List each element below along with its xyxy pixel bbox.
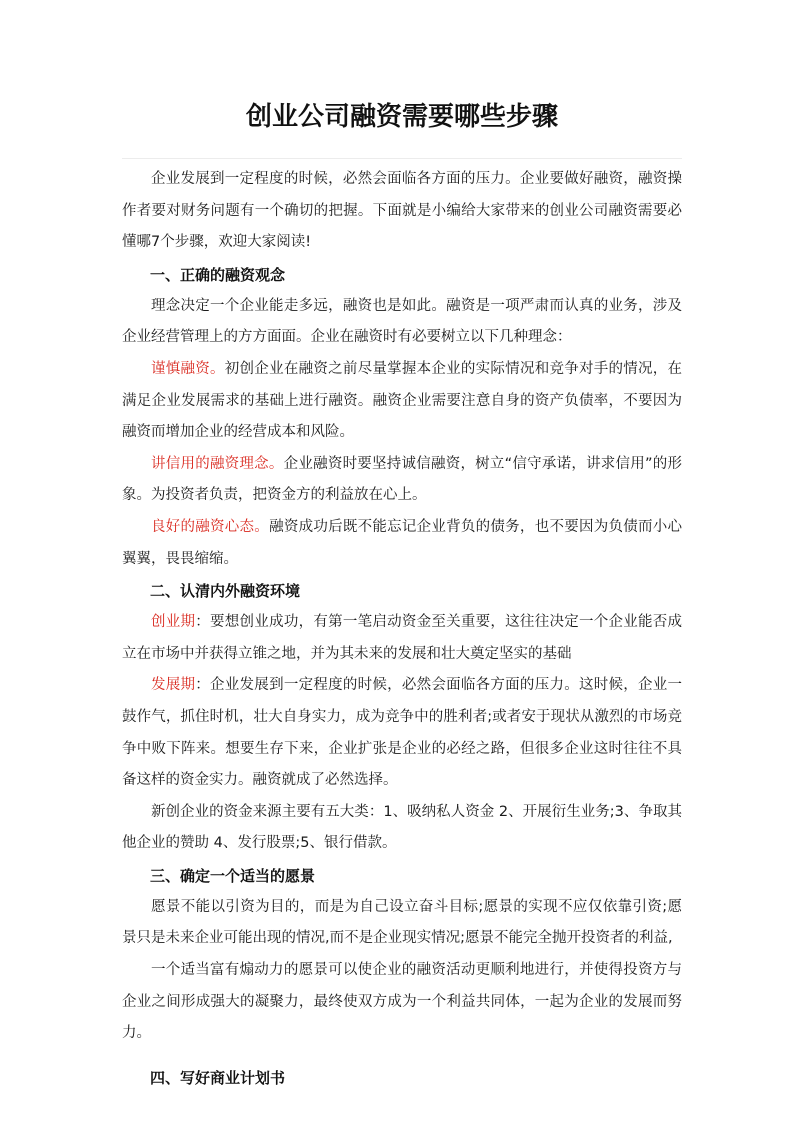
section-2-heading: 二、认清内外融资环境 [150, 582, 301, 601]
item-label: 发展期 [151, 677, 196, 694]
item-label: 良好的融资心态。 [151, 518, 270, 535]
item-text: 企业融资时要坚持诚信融资，树立“信守承诺，讲求信用”的形象。为投资者负责，把资金方的利益放在心上。 [122, 455, 682, 504]
item-label: 谨慎融资。 [151, 360, 225, 377]
section-3-paragraph-2: 一个适当富有煽动力的愿景可以使企业的融资活动更顺利地进行，并使得投资方与企业之间形成强大的凝聚力，最终使双方成为一个利益共同体，一起为企业的发展而努力。 [122, 962, 682, 1042]
item-text: ：企业发展到一定程度的时候，必然会面临各方面的压力。这时候，企业一鼓作气，抓住时机，壮大自身实力，成为竞争中的胜利者;或者安于现状从激烈的市场竞争中败下阵来。想要生存下来，企业扩张是企业的必经之路，但很多企业这时往往不具备这样的资金实力。融资就成了必然选择。 [122, 677, 683, 789]
item-label: 创业期 [151, 614, 196, 631]
section-2-outro: 新创企业的资金来源主要有五大类：1、吸纳私人资金 2、开展衍生业务;3、争取其他企业的赞助 4、发行股票;5、银行借款。 [122, 803, 682, 852]
item-text: 初创企业在融资之前尽量掌握本企业的实际情况和竞争对手的情况，在满足企业发展需求的基础上进行融资。融资企业需要注意自身的资产负债率，不要因为融资而增加企业的经营成本和风险。 [122, 360, 683, 441]
section-1-item-1 [122, 354, 682, 449]
section-1-item-3 [122, 512, 682, 575]
section-1-intro: 理念决定一个企业能走多远，融资也是如此。融资是一项严肃而认真的业务，涉及企业经营管理上的方方面面。企业在融资时有必要树立以下几种理念： [122, 297, 682, 346]
item-label: 讲信用的融资理念。 [151, 455, 284, 472]
document-title: 创业公司融资需要哪些步骤 [245, 102, 558, 132]
document-body [122, 164, 682, 1094]
title-divider [122, 158, 682, 159]
item-text: 融资成功后既不能忘记企业背负的债务，也不要因为负债而小心翼翼，畏畏缩缩。 [122, 518, 683, 567]
section-2-item-2 [122, 670, 682, 796]
section-4-heading: 四、写好商业计划书 [150, 1068, 286, 1087]
section-3-paragraph-1: 愿景不能以引资为目的，而是为自己设立奋斗目标;愿景的实现不应仅依靠引资;愿景只是未来企业可能出现的情况,而不是企业现实情况;愿景不能完全抛开投资者的利益, [122, 898, 682, 947]
section-2-item-1 [122, 607, 682, 670]
intro-paragraph: 企业发展到一定程度的时候，必然会面临各方面的压力。企业要做好融资，融资操作者要对财务问题有一个确切的把握。下面就是小编给大家带来的创业公司融资需要必懂哪7个步骤，欢迎大家阅读! [122, 171, 682, 251]
item-text: ：要想创业成功，有第一笔启动资金至关重要，这往往决定一个企业能否成立在市场中并获得立锥之地，并为其未来的发展和壮大奠定坚实的基础 [122, 614, 683, 662]
section-3-heading: 三、确定一个适当的愿景 [150, 866, 316, 885]
section-1-item-2 [122, 449, 682, 512]
section-1-heading: 一、正确的融资观念 [150, 265, 286, 284]
